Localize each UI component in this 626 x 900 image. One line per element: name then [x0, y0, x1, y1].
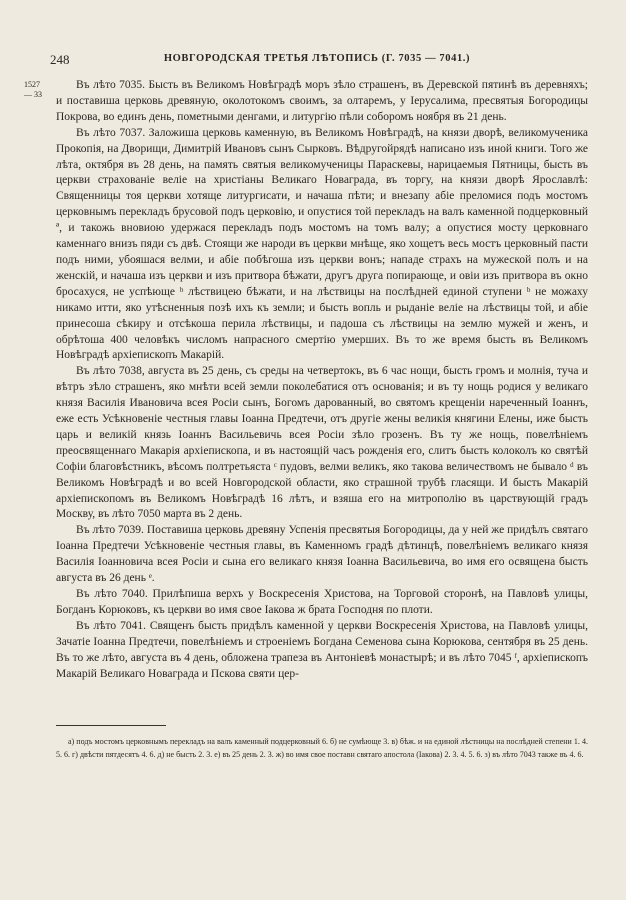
paragraph-7035: Въ лѣто 7035. Бысть въ Великомъ Новѣградѣ моръ зѣло страшенъ, въ Деревской пятинѣ въ деревняхъ; и поставиша церковь древяную, околотокомъ своимъ, за олтаремъ, у Іерусалима, пресвятыя Богородицы Покрова, во единъ день, пометными денгами, и литургію пѣли соборомъ ноября въ 21 день. — [56, 79, 588, 123]
margin-year-start: 1527 — [24, 80, 40, 89]
page-header — [48, 52, 586, 68]
paragraph-7037: Въ лѣто 7037. Заложиша церковь каменную, въ Великомъ Новѣградѣ, на князи дворѣ, великомученика Прокопія, на Дворищи, Димитрій Ивановъ сынъ Сырковъ. Вѣдругойрядѣ написано изъ иной книги. Того же лѣта, октября въ 28 день, на память святыя великомученицы Параскевы, нарицаемыя Пятницы, бысть въ церкви страхованіе веліе на христіаны Великаго Новаграда, въ торгу, на князи дворѣ Ярославлѣ: Священницы тоя церкви хотяще литургисати, и начаша пѣти; и внезапу абіе преломися подъ мостомъ церковнымъ перекладъ брусовой подъ церковію, и опустися той перекладъ на валъ каменной подцерковный ª, и такожь вновиою удержася перекладъ подъ мостомъ на томъ валу; а опустися мосту церковнаго каменнаго внизъ пяди съ двѣ. Стоящи же народи въ церкви мнѣще, яко хощетъ весь мостъ церковный пасти подъ ними, убояшася велми, и абіе побѣгоша изъ церкви вонъ; нападе страхъ на мужеской полъ и на женскій, и начаша изъ церкви и изъ притвора бѣжати, другъ друга попирающе, и овіи изъ притвора въ окно бросахуся, не успѣюще ᵇ лѣствицею бѣжати, и на лѣствицы на послѣдней единой ступени ᵇ не можаху никамо итти, яко утѣсненныя позѣ ихъ къ земли; и бысть вопль и рыданіе веліе на лѣствицы той, и абіе принесоша сѣкиру и отсѣкоша перила лѣствицы, и падоша съ лѣствицы на землю мужей и женъ, и обрѣтоша 400 человѣкъ числомъ напрасного смертію умерших. Въ то же время бысть въ Великомъ Новѣградѣ архіепископъ Макарій. — [56, 126, 588, 362]
footnotes — [56, 736, 588, 761]
running-title: НОВГОРОДСКАЯ ТРЕТЬЯ ЛѢТОПИСЬ (Г. 7035 — 7041.) — [163, 53, 471, 64]
paragraph-7040: Въ лѣто 7040. Прилѣпиша верхъ у Воскресенія Христова, на Торговой сторонѣ, на Павловѣ улицы, Богданъ Корюковъ, къ церкви во имя свое Іакова ж брата Господня по плоти. — [56, 588, 588, 616]
paragraph-7041: Въ лѣто 7041. Священъ бысть придѣлъ каменной у церкви Воскресенія Христова, на Павловѣ улицы, Зачатіе Іоанна Предтечи, повелѣніемъ и строеніемъ Богдана Семенова сына Корюкова, сентября въ 25 день. Въ то же лѣто, августа въ 4 день, обложена трапеза въ Антоніевѣ монастырѣ; и въ лѣто 7045 ᶠ, архіепископъ Макарій Великаго Новаграда и Пскова святи цер- — [56, 619, 588, 680]
footnote-text: а) подъ мостомъ церковнымъ перекладъ на валъ каменный подцерковный 6. б) не сумѣюще 3. в) бѣж. и на единой лѣстницы на послѣдней степени 1. 4. 5. 6. г) двѣсти пятдесятъ 4. 6. д) не бысть 2. 3. е) въ 25 день 2. 3. ж) во имя свое поставн святаго апостола (Іакова) 2. 3. 4. 5. 6. з) въ лѣто 7043 также въ 4. 6. — [56, 737, 588, 759]
footnote-divider — [56, 725, 166, 726]
margin-year-end: — 33 — [24, 90, 42, 99]
paragraph-7039: Въ лѣто 7039. Поставиша церковь древяну Успенія пресвятыя Богородицы, да у ней же придѣлъ святаго Іоанна Предтечи Усѣкновеніе честныя главы, въ Каменномъ градѣ дѣтинцѣ, повелѣніемъ великаго князя Василія Іоанновича всея Росіи и сына его великаго князя Іоанна Васильевича, во имя его освящена бысть августа въ 26 день ᵉ. — [56, 524, 588, 585]
paragraph-7038: Въ лѣто 7038, августа въ 25 день, съ среды на четвертокъ, въ 6 час нощи, бысть громъ и молнія, туча и вѣтръ зѣло страшенъ, яко мнѣти всей земли поколебатися отъ основанія; и въ ту нощь родися у великаго князя Василія Ивановича всея Росіи сынъ, Богомъ дарованный, во святомъ крещеніи нареченный Іоаннъ, еже есть Усѣкновеніе честныя главы Іоанна Предтечи, отъ другіе жены великія княгини Елены, иже бысть царь и великій князь Іоаннъ Васильевичь всея Росіи зѣло грозенъ. Въ ту же нощь, повелѣніемъ преосвященнаго Макарія архіепископа, и въ настоящій часъ рожденія его, слитъ бысть колоколъ ко святѣй Софіи благовѣстникъ, вѣсомъ полтретьяста ᶜ пудовъ, велми великъ, яко такова величествомъ не бывало ᵈ въ Великомъ Новѣградѣ и во всей Новгородской области, яко страшной трубѣ гласящи. И бысть Макарій архіепископомъ въ Великомъ Новѣградѣ 16 лѣтъ, и взяша его на митрополію въ царствующій градъ Москву, въ лѣто 7050 марта въ 2 день. — [56, 365, 588, 521]
page-number: 248 — [50, 52, 70, 67]
chronicle-text — [56, 78, 588, 682]
